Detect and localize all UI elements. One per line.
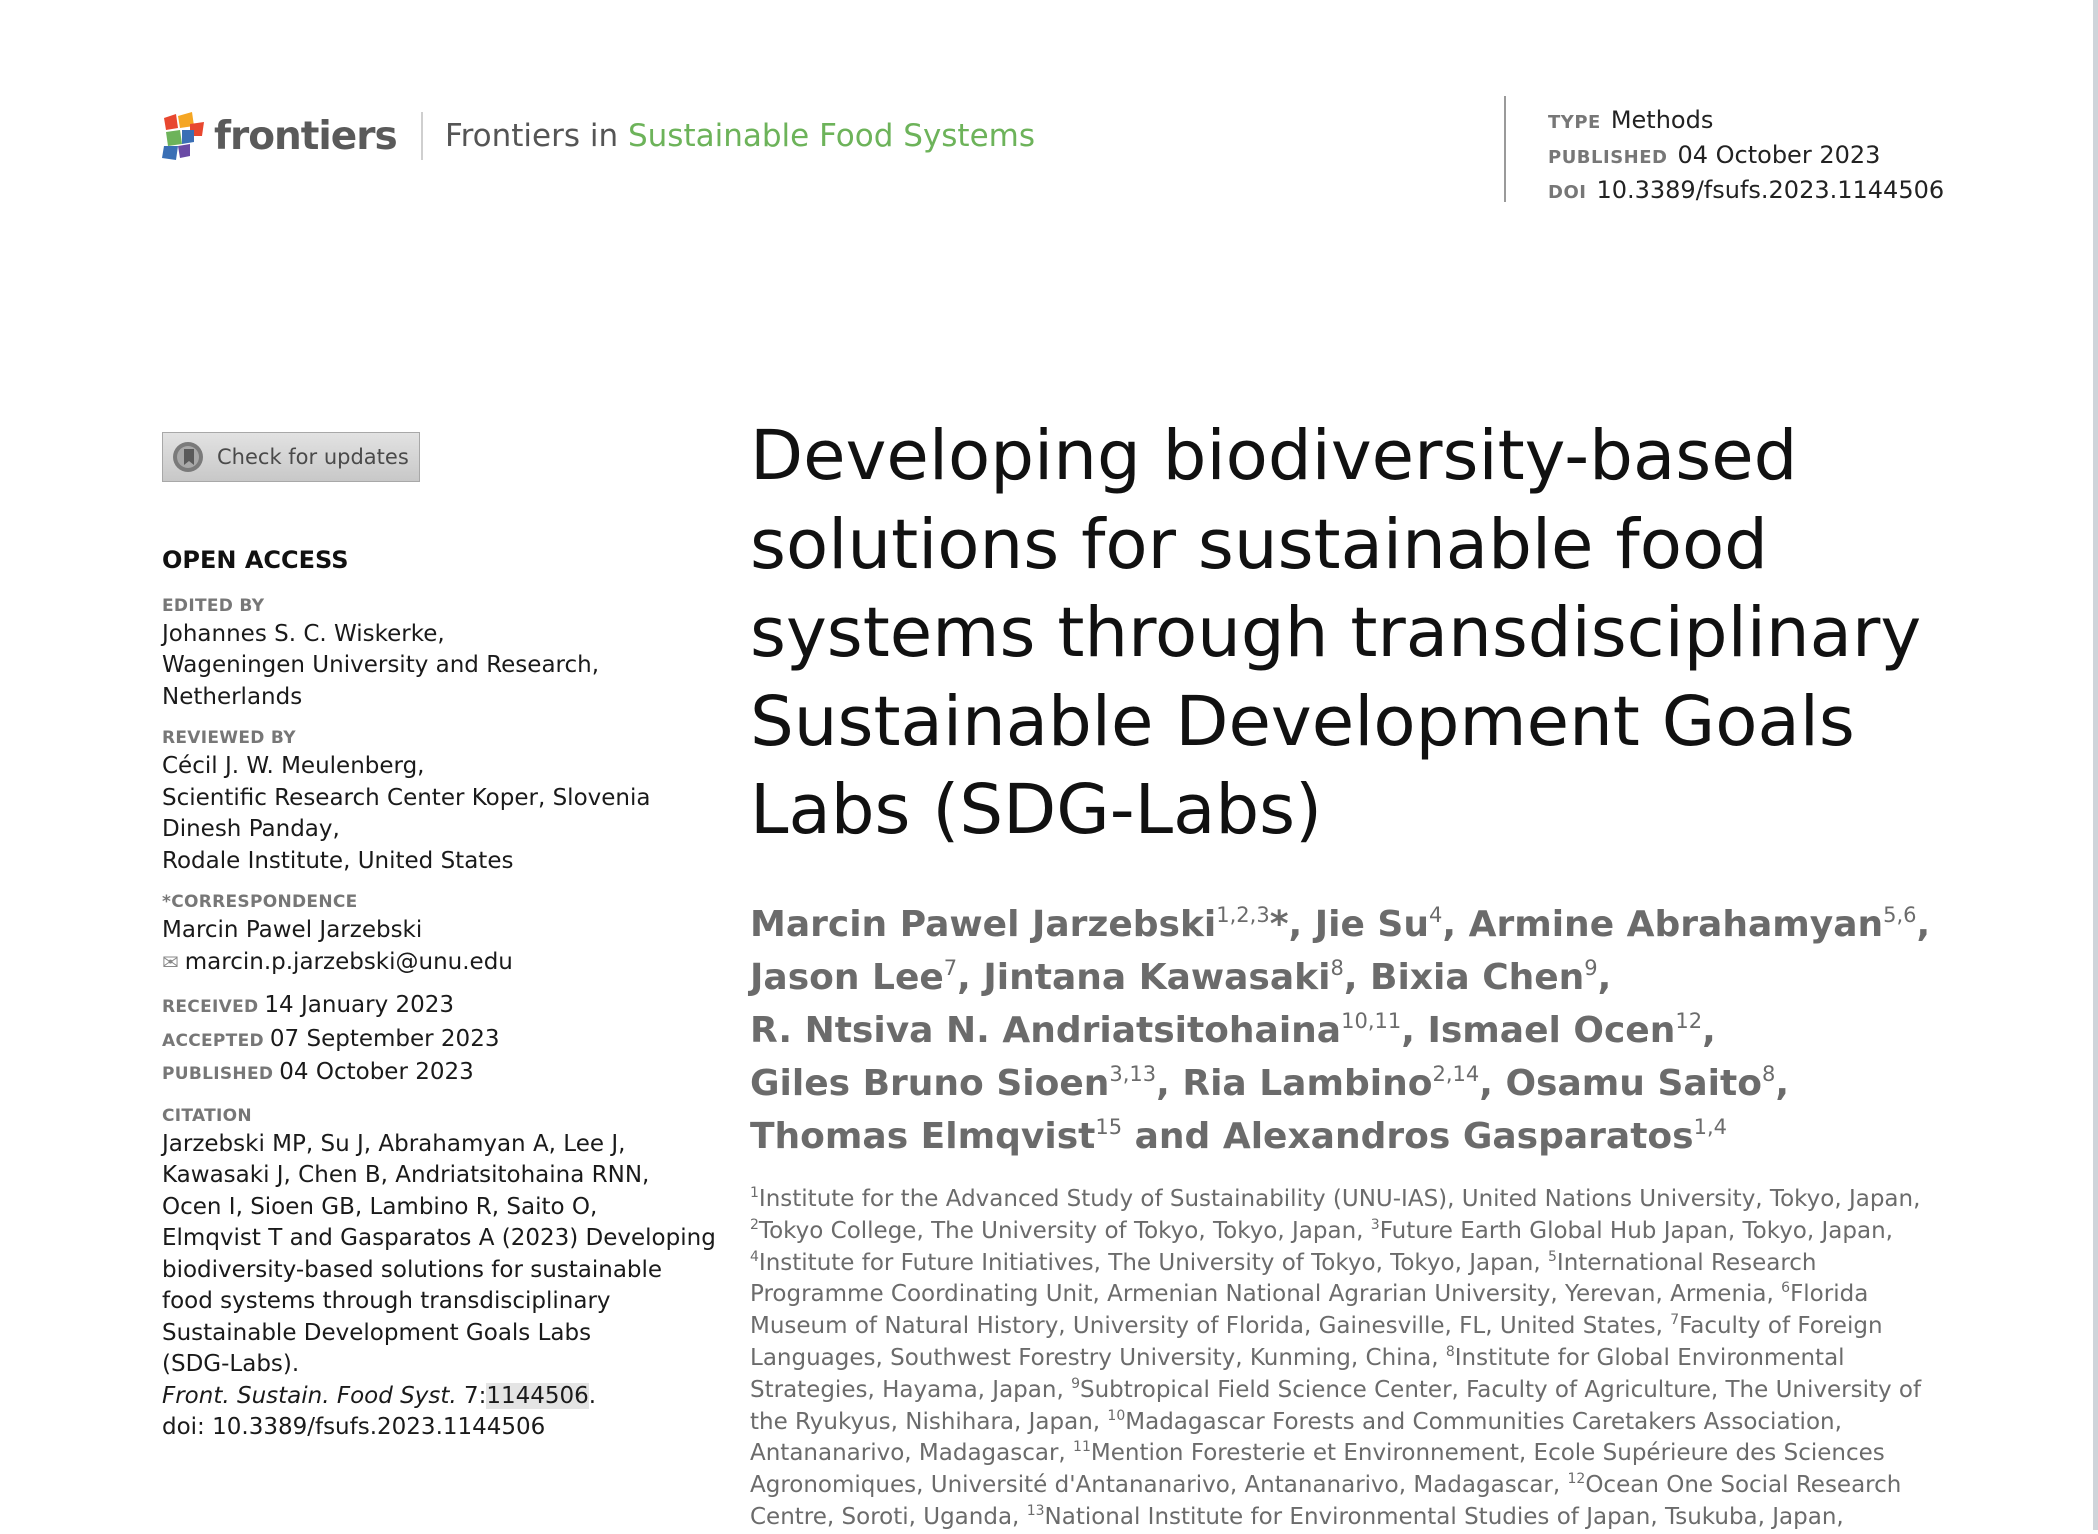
scrollbar[interactable] (2093, 0, 2098, 1530)
affiliation-number: 4 (750, 1248, 759, 1265)
affiliation-text: Institute for Future Initiatives, The University of Tokyo, Tokyo, Japan, (758, 1249, 1548, 1276)
author-list (750, 898, 2000, 1163)
article-sidebar (162, 545, 716, 1444)
affiliation-number: 7 (1670, 1312, 1680, 1329)
citation-line: Sustainable Development Goals Labs (162, 1319, 592, 1346)
author-name[interactable]: Marcin Pawel Jarzebski (750, 904, 1217, 945)
article-dates (162, 990, 702, 1091)
correspondence-name: Marcin Pawel Jarzebski (162, 917, 423, 943)
frontiers-logo[interactable] (162, 110, 397, 162)
affiliation-text: Future Earth Global Hub Japan, Tokyo, Japan, (1379, 1217, 1893, 1244)
published-label: PUBLISHED (162, 1064, 274, 1084)
author-name[interactable]: Jason Lee (750, 957, 944, 998)
author-separator: , (1702, 1010, 1716, 1051)
author-name[interactable]: Jintana Kawasaki (983, 957, 1331, 998)
published-value: 04 October 2023 (279, 1059, 474, 1085)
published-row (1548, 139, 1944, 174)
type-row (1548, 104, 1944, 139)
open-access-heading: OPEN ACCESS (162, 546, 349, 574)
citation-volume: 7: (456, 1382, 487, 1409)
author-affiliation-sup: 3,13 (1109, 1062, 1157, 1086)
author-affiliation-sup: 1,2,3 (1216, 903, 1270, 927)
author-separator: , (1401, 1010, 1428, 1051)
author-separator: , (1597, 957, 1612, 998)
citation-article-number: 1144506 (486, 1382, 589, 1409)
edited-by-label: EDITED BY (162, 595, 265, 616)
author-name[interactable]: Giles Bruno Sioen (750, 1063, 1110, 1104)
affiliation-number: 5 (1547, 1248, 1557, 1265)
affiliation-text: Institute for the Advanced Study of Sustainability (UNU-IAS), United Nations University, Tokyo, Japan, (758, 1186, 1921, 1212)
author-name[interactable]: Bixia Chen (1370, 957, 1585, 998)
author-affiliation-sup: 15 (1095, 1115, 1123, 1139)
author-affiliation-sup: 8 (1761, 1062, 1776, 1086)
affiliation-number: 13 (1026, 1502, 1045, 1519)
citation-line: biodiversity-based solutions for sustainable (162, 1256, 663, 1283)
affiliation-list (750, 1184, 1930, 1534)
author-separator: , (1479, 1063, 1506, 1104)
article-meta (1548, 104, 1944, 209)
type-value: Methods (1610, 106, 1714, 134)
affiliation-text: Subtropical Field Science Center, Faculty of Agriculture, The University of the Ryukyus, Nishihara, Japan, (750, 1376, 1922, 1435)
accepted-label: ACCEPTED (162, 1030, 264, 1051)
citation-line: Elmqvist T and Gasparatos A (2023) Developing (162, 1225, 716, 1251)
correspondence-email[interactable]: marcin.p.jarzebski@unu.edu (184, 948, 513, 975)
affiliation-text: Madagascar Forests and Communities Caretakers Association, Antananarivo, Madagascar, (750, 1408, 1842, 1467)
author-name[interactable]: Armine Abrahamyan (1468, 904, 1884, 945)
author-separator: , (957, 957, 984, 998)
citation-line: Kawasaki J, Chen B, Andriatsitohaina RNN, (162, 1162, 650, 1188)
reviewed-by-line: Cécil J. W. Meulenberg, (162, 753, 425, 779)
author-affiliation-sup: 10,11 (1341, 1009, 1402, 1033)
citation-label: CITATION (162, 1105, 252, 1126)
author-name[interactable]: Ismael Ocen (1427, 1010, 1676, 1051)
check-updates-icon (171, 440, 205, 474)
citation-journal-row (162, 1381, 702, 1413)
author-separator: , (1156, 1063, 1183, 1104)
citation-journal: Front. Sustain. Food Syst. (162, 1382, 457, 1409)
accepted-value: 07 September 2023 (269, 1025, 500, 1052)
author-affiliation-sup: 5,6 (1883, 903, 1917, 927)
header-divider (421, 112, 423, 160)
accepted-row (162, 1024, 702, 1058)
affiliation-number: 6 (1781, 1280, 1791, 1297)
author-affiliation-sup: 9 (1584, 956, 1598, 980)
citation-line: Jarzebski MP, Su J, Abrahamyan A, Lee J, (162, 1130, 626, 1157)
doi-row (1548, 174, 1944, 209)
author-name[interactable]: Thomas Elmqvist (750, 1116, 1096, 1157)
affiliation-text: Tokyo College, The University of Tokyo, Tokyo, Japan, (758, 1217, 1371, 1244)
author-affiliation-sup: 2,14 (1432, 1062, 1480, 1086)
received-row (162, 990, 702, 1024)
reviewed-by-label: REVIEWED BY (162, 728, 296, 748)
author-name[interactable]: R. Ntsiva N. Andriatsitohaina (750, 1010, 1342, 1051)
affiliation-text: Institute for Global Environmental Strategies, Hayama, Japan, (750, 1344, 1845, 1403)
reviewed-by-line: Rodale Institute, United States (162, 847, 514, 874)
author-separator: , (1775, 1063, 1790, 1104)
meta-divider (1504, 96, 1506, 202)
edited-by-line: Wageningen University and Research, (162, 652, 600, 678)
author-affiliation-sup: 8 (1330, 956, 1344, 980)
affiliation-text: International Research Programme Coordinating Unit, Armenian National Agrarian University, Yerevan, Armenia, (750, 1249, 1817, 1308)
check-for-updates-button[interactable] (162, 432, 420, 482)
correspondence-label: *CORRESPONDENCE (162, 892, 358, 912)
author-separator: , (1343, 957, 1371, 998)
affiliation-text: Florida Museum of Natural History, University of Florida, Gainesville, FL, United States, (750, 1281, 1869, 1340)
doi-value[interactable]: 10.3389/fsufs.2023.1144506 (1596, 176, 1945, 204)
citation-line: food systems through transdisciplinary (162, 1288, 611, 1314)
author-affiliation-sup: 7 (943, 956, 958, 980)
citation-doi[interactable]: doi: 10.3389/fsufs.2023.1144506 (162, 1414, 546, 1440)
affiliation-number: 8 (1445, 1343, 1455, 1360)
affiliation-number: 1 (750, 1185, 759, 1201)
published-label: PUBLISHED (1548, 147, 1668, 168)
published-value: 04 October 2023 (1677, 141, 1881, 169)
citation-line: (SDG-Labs). (162, 1351, 300, 1377)
author-separator: , (1442, 904, 1469, 945)
affiliation-number: 9 (1071, 1375, 1080, 1392)
check-updates-label: Check for updates (217, 445, 409, 469)
affiliation-number: 12 (1567, 1471, 1586, 1488)
affiliation-number: 10 (1107, 1407, 1126, 1424)
journal-accent: Sustainable Food Systems (627, 118, 1036, 154)
published-row (162, 1057, 702, 1091)
author-affiliation-sup: 1,4 (1693, 1115, 1727, 1139)
affiliation-text: Mention Foresterie et Environnement, Ecole Supérieure des Sciences Agronomiques, Université d'Antananarivo, Antananarivo, Madagascar, (750, 1440, 1885, 1499)
doi-label: DOI (1548, 182, 1587, 203)
author-name[interactable]: Ria Lambino (1182, 1063, 1433, 1104)
affiliation-number: 11 (1073, 1439, 1091, 1456)
author-name[interactable]: Osamu Saito (1505, 1063, 1762, 1104)
received-label: RECEIVED (162, 997, 259, 1017)
edited-by-line: Johannes S. C. Wiskerke, (162, 620, 445, 647)
journal-prefix: Frontiers in (445, 118, 619, 154)
citation-period: . (588, 1382, 597, 1409)
frontiers-logo-icon (162, 112, 204, 160)
citation-line: Ocen I, Sioen GB, Lambino R, Saito O, (162, 1193, 598, 1220)
mail-icon: ✉ (162, 949, 179, 974)
affiliation-text: National Institute for Environmental Studies of Japan, Tsukuba, Japan, (1044, 1503, 1844, 1530)
edited-by-line: Netherlands (162, 683, 303, 710)
author-separator: and (1122, 1116, 1223, 1157)
type-label: TYPE (1548, 112, 1601, 133)
affiliation-number: 3 (1370, 1216, 1380, 1233)
correspondence-email-row (162, 947, 702, 979)
journal-name[interactable] (445, 118, 1035, 154)
affiliation-number: 2 (750, 1216, 759, 1233)
frontiers-wordmark: frontiers (214, 113, 397, 159)
author-affiliation-sup: 4 (1429, 903, 1443, 927)
affiliation-text: Ocean One Social Research Centre, Soroti, Uganda, (750, 1472, 1902, 1530)
author-separator: *, (1269, 904, 1315, 945)
author-name[interactable]: Jie Su (1314, 904, 1429, 945)
author-name[interactable]: Alexandros Gasparatos (1222, 1116, 1694, 1157)
reviewed-by-line: Dinesh Panday, (162, 816, 340, 842)
article-title: Developing biodiversity-based solutions for sustainable food systems through transdisciplinary Sustainable Development Goals Labs (SDG-Labs) (750, 416, 1922, 850)
reviewed-by-line: Scientific Research Center Koper, Slovenia (162, 784, 651, 811)
author-separator: , (1916, 904, 1931, 945)
received-value: 14 January 2023 (264, 992, 455, 1018)
affiliation-text: Faculty of Foreign Languages, Southwest Forestry University, Kunming, China, (750, 1313, 1883, 1371)
author-affiliation-sup: 12 (1675, 1009, 1703, 1033)
